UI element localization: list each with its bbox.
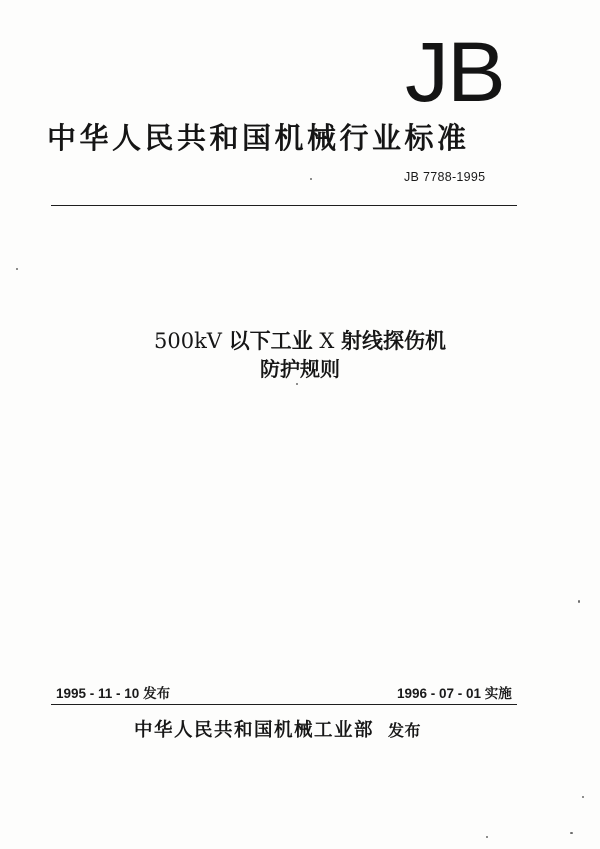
publisher-line [134,716,421,742]
scan-speck [296,383,298,385]
title-rest: 射线探伤机 [341,329,446,353]
publisher-action: 发布 [388,721,422,740]
header-divider [51,205,517,206]
scan-speck [310,178,312,180]
footer-divider [51,704,517,705]
scan-speck [570,832,573,834]
organization-title: 中华人民共和国机械行业标准 [47,121,470,155]
document-title [0,328,600,354]
issue-date: 1995 - 11 - 10 发布 [56,686,171,701]
scan-speck [582,796,584,798]
jb-logo: JB [405,25,504,119]
publisher-name: 中华人民共和国机械工业部 [134,720,375,741]
title-x: X [319,329,335,353]
standard-code: JB 7788-1995 [404,170,486,184]
document-subtitle: 防护规则 [260,357,340,381]
scan-speck [578,600,580,603]
implementation-date: 1996 - 07 - 01 实施 [397,686,512,701]
scan-speck [486,836,488,838]
title-voltage: 500kV [154,329,222,353]
scan-speck [16,268,18,270]
title-main: 以下工业 [228,329,313,353]
